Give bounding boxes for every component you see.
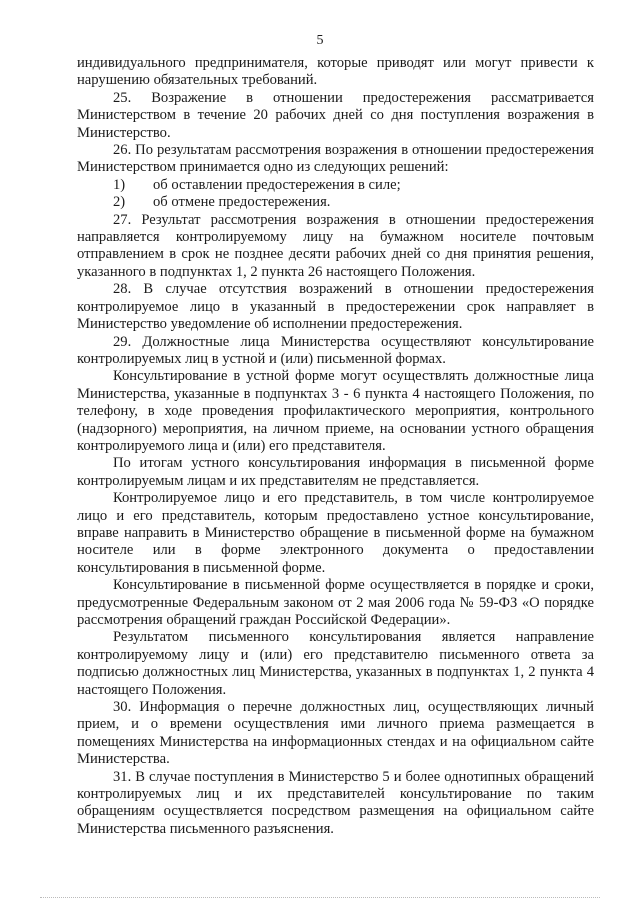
paragraph-29-oral-result: По итогам устного консультирования информация в письменной форме контролируемым лицам и их представителям не представляется.	[77, 455, 594, 489]
paragraph-29: 29. Должностные лица Министерства осуществляют консультирование контролируемых лиц в устной и (или) письменной формах.	[77, 333, 594, 367]
paragraph-30: 30. Информация о перечне должностных лиц, осуществляющих личный прием, и о времени осуществления ими личного приема размещается в помещениях Министерства на информационных стендах и на официальном сайте Министерства.	[77, 699, 594, 768]
scan-footer-artifact	[40, 897, 600, 901]
paragraph-continuation: индивидуального предпринимателя, которые приводят или могут привести к нарушению обязательных требований.	[77, 55, 594, 89]
paragraph-25: 25. Возражение в отношении предостережения рассматривается Министерством в течение 20 рабочих дней со дня поступления возражения в Министерство.	[77, 89, 594, 141]
list-item-text: об отмене предостережения.	[153, 194, 331, 211]
paragraph-28: 28. В случае отсутствия возражений в отношении предостережения контролируемое лицо в указанный в предостережении срок направляет в Министерство уведомление об исполнении предостережения.	[77, 281, 594, 333]
paragraph-31: 31. В случае поступления в Министерство 5 и более однотипных обращений контролируемых лиц и их представителей консультирование по таким обращениям осуществляется посредством размещения на официальном сайте Министерства письменного разъяснения.	[77, 768, 594, 837]
list-item	[77, 177, 594, 194]
document-body	[77, 55, 594, 838]
list-item-text: об оставлении предостережения в силе;	[153, 176, 401, 193]
paragraph-29-written-result: Результатом письменного консультирования является направление контролируемому лицу и (или) его представителю письменного ответа за подписью должностных лиц Министерства, указанных в подпунктах 1, 2 пункта 4 настоящего Положения.	[77, 629, 594, 698]
paragraph-29-written-procedure: Консультирование в письменной форме осуществляется в порядке и сроки, предусмотренные Федеральным законом от 2 мая 2006 года № 59-ФЗ «О порядке рассмотрения обращений граждан Российской Федерации».	[77, 577, 594, 628]
paragraph-27: 27. Результат рассмотрения возражения в отношении предостережения направляется контролируемому лицу на бумажном носителе почтовым отправлением в срок не позднее десяти рабочих дней со дня принятия решения, указанного в подпунктах 1, 2 пункта 26 настоящего Положения.	[77, 211, 594, 280]
paragraph-29-oral: Консультирование в устной форме могут осуществлять должностные лица Министерства, указанные в подпунктах 3 - 6 пункта 4 настоящего Положения, по телефону, в ходе проведения профилактического мероприятия, контрольного (надзорного) мероприятия, на личном приеме, на основании устного обращения контролируемого лица и (или) его представителя.	[77, 368, 594, 454]
paragraph-26: 26. По результатам рассмотрения возражения в отношении предостережения Министерством принимается одно из следующих решений:	[77, 142, 594, 176]
list-item-number: 1)	[113, 176, 126, 193]
list-item	[77, 194, 594, 211]
page-number: 5	[316, 33, 324, 48]
paragraph-29-written-request: Контролируемое лицо и его представитель, в том числе контролируемое лицо и его представитель, которым предоставлено устное консультирование, вправе направить в Министерство обращение в письменной форме на бумажном носителе или в форме электронного документа о предоставлении консультирования в письменной форме.	[77, 490, 594, 576]
list-item-number: 2)	[113, 194, 126, 211]
